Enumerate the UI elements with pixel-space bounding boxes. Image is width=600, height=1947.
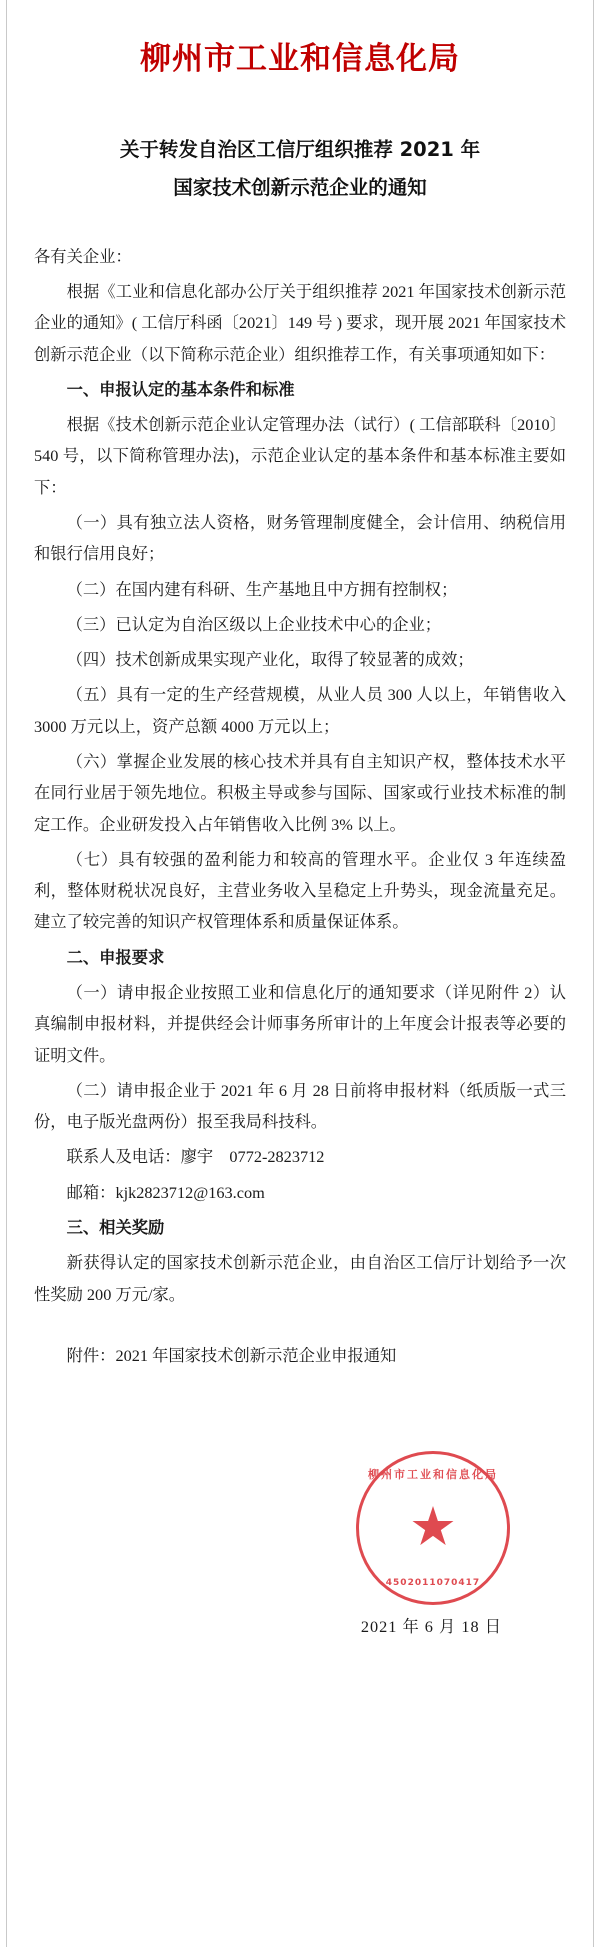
seal-top-text: 柳州市工业和信息化局 bbox=[368, 1468, 498, 1482]
section-2-paragraph-1: （一）请申报企业按照工业和信息化厅的通知要求（详见附件 2）认真编制申报材料，并提供经会计师事务所审计的上年度会计报表等必要的证明文件。 bbox=[34, 982, 566, 1065]
salutation: 各有关企业： bbox=[34, 246, 132, 266]
attachment-line: 附件：2021 年国家技术创新示范企业申报通知 bbox=[66, 1345, 397, 1365]
official-seal-icon bbox=[356, 1451, 510, 1605]
document-title-line-1: 关于转发自治区工信厅组织推荐 2021 年 bbox=[119, 137, 481, 161]
section-2-paragraph-2: （二）请申报企业于 2021 年 6 月 28 日前将申报材料（纸质版一式三份，电子版光盘两份）报至我局科技科。 bbox=[34, 1080, 566, 1132]
section-heading-3: 三、相关奖励 bbox=[66, 1217, 165, 1237]
document-body bbox=[34, 241, 566, 1371]
section-1-paragraph-7: （六）掌握企业发展的核心技术并具有自主知识产权，整体技术水平在同行业居于领先地位。积极主导或参与国际、国家或行业技术标准的制定工作。企业研发投入占年销售收入比例 3% 以上。 bbox=[34, 752, 566, 834]
document-title bbox=[42, 131, 558, 207]
issue-date: 2021 年 6 月 18 日 bbox=[360, 1617, 502, 1637]
section-3-paragraph-1: 新获得认定的国家技术创新示范企业，由自治区工信厅计划给予一次性奖励 200 万元/家。 bbox=[34, 1253, 566, 1304]
signature-block bbox=[34, 1445, 566, 1655]
issuing-organization-title: 柳州市工业和信息化局 bbox=[140, 41, 460, 77]
section-1-paragraph-6: （五）具有一定的生产经营规模，从业人员 300 人以上，年销售收入 3000 万元以上，资产总额 4000 万元以上； bbox=[34, 685, 566, 736]
intro-paragraph: 根据《工业和信息化部办公厅关于组织推荐 2021 年国家技术创新示范企业的通知》( 工信厅科函〔2021〕149 号 ) 要求，现开展 2021 年国家技术创新示范企业（以下简称示范企业）组织推荐工作，有关事项通知如下： bbox=[34, 282, 566, 364]
contact-email: 邮箱：kjk2823712@163.com bbox=[66, 1182, 265, 1202]
section-1-paragraph-1: 根据《技术创新示范企业认定管理办法（试行）( 工信部联科〔2010〕540 号，以下简称管理办法)，示范企业认定的基本条件和基本标准主要如下： bbox=[34, 415, 566, 497]
body-attachment-spacer bbox=[34, 1314, 566, 1340]
document-title-line-2: 国家技术创新示范企业的通知 bbox=[173, 175, 427, 199]
seal-star-icon: ★ bbox=[411, 1503, 455, 1553]
section-heading-1: 一、申报认定的基本条件和标准 bbox=[66, 379, 295, 399]
section-1-paragraph-4: （三）已认定为自治区级以上企业技术中心的企业； bbox=[66, 614, 442, 634]
seal-bottom-text: 4502011070417 bbox=[385, 1578, 481, 1589]
section-heading-2: 二、申报要求 bbox=[66, 947, 165, 967]
contact-person-and-phone: 联系人及电话：廖宇 0772-2823712 bbox=[66, 1147, 325, 1167]
section-1-paragraph-5: （四）技术创新成果实现产业化，取得了较显著的成效； bbox=[66, 650, 474, 670]
section-1-paragraph-8: （七）具有较强的盈利能力和较高的管理水平。企业仅 3 年连续盈利，整体财税状况良好，主营业务收入呈稳定上升势头，现金流量充足。建立了较完善的知识产权管理体系和质量保证体系。 bbox=[34, 849, 566, 932]
section-1-paragraph-3: （二）在国内建有科研、生产基地且中方拥有控制权； bbox=[66, 579, 458, 599]
section-1-paragraph-2: （一）具有独立法人资格，财务管理制度健全，会计信用、纳税信用和银行信用良好； bbox=[34, 513, 566, 564]
